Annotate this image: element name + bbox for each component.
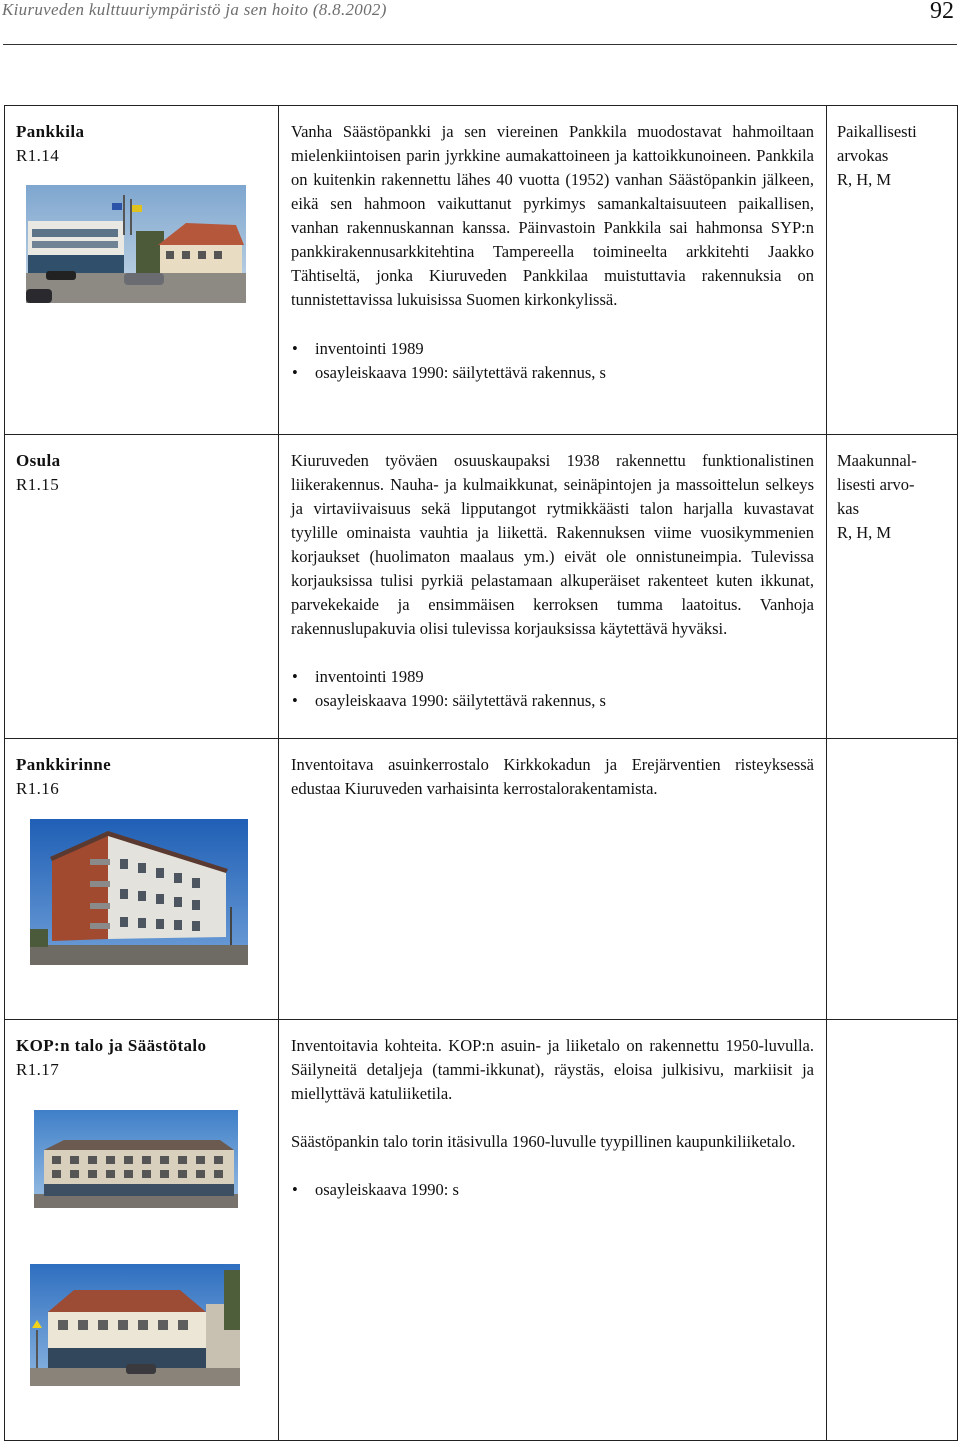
value-line: arvokas: [837, 146, 889, 165]
site-name-cell: [5, 1020, 279, 1441]
site-name: KOP:n talo ja Säästötalo: [16, 1036, 207, 1055]
site-code: R1.17: [16, 1060, 60, 1079]
value-cell: [827, 1020, 958, 1441]
value-cell: [827, 435, 958, 739]
header-rule: [3, 44, 957, 45]
list-item: • inventointi 1989: [291, 337, 814, 361]
site-name-cell: [5, 739, 279, 1020]
site-name-cell: [5, 106, 279, 435]
bullet-list: [291, 1178, 814, 1202]
value-line: lisesti arvo-: [837, 475, 915, 494]
list-item: • osayleiskaava 1990: s: [291, 1178, 814, 1202]
bullet-list: [291, 337, 814, 385]
page-number: 92: [930, 0, 954, 24]
description-cell: [279, 1020, 827, 1441]
list-item: • inventointi 1989: [291, 665, 814, 689]
table-row: [5, 106, 958, 435]
value-cell: [827, 106, 958, 435]
table-row: [5, 435, 958, 739]
photo-pankkirinne: [30, 819, 248, 965]
site-description: Vanha Säästöpankki ja sen viereinen Pankkila muodostavat hahmoiltaan mielenkiintoisen parin jyrkkine aumakattoineen ja kattoikkunoineen. Pankkila on kuitenkin rakennettu lähes 40 vuotta (1952) vanhan Säästöpankin jälkeen, eikä sen hahmoon vaikuttanut pyrkimys samankaltaisuuteen paikallisen, vanhan rakennuskannan kanssa. Päinvastoin Pankkila sai hahmonsa SYP:n pankkirakennusarkkitehtina Tampereella toimineelta arkkitehti Jaakko Tähtiseltä, jonka Kiuruveden Pankkilaa muistuttavia rakennuksia on tunnistettavissa lukuisissa Suomen kirkonkylissä.: [291, 122, 814, 309]
photo-kop-talo: [34, 1110, 238, 1208]
table-row: [5, 739, 958, 1020]
site-description: Kiuruveden työväen osuuskaupaksi 1938 rakennettu funktionalistinen liikerakennus. Nauha- ja kulmaikkunat, seinäpintojen ja massoittelun selkeys ja virtaviivaisuus sekä lipputangot rytmikkäästi talon harjalla kuvastavat tyylille ominaista vauhtia ja liikettä. Rakennuksen viime vuosikymmenien korjaukset (huolimaton maalaus ym.) eivät ole onnistuneimpia. Tulevissa korjauksissa tulisi pyrkiä pelastamaan alkuperäiset rakenteet kuten ikkunat, parvekekaide ja ensimmäisen kerroksen tumma laatoitus. Vanhoja rakennuslupakuvia olisi tulevissa korjauksissa käytettävä hyväksi.: [291, 451, 814, 638]
list-item: • osayleiskaava 1990: säilytettävä rakennus, s: [291, 361, 814, 385]
site-code: R1.14: [16, 146, 60, 165]
table-row: [5, 1020, 958, 1441]
description-cell: [279, 739, 827, 1020]
value-line: Maakunnal-: [837, 451, 917, 470]
site-code: R1.16: [16, 779, 60, 798]
value-line: Paikallisesti: [837, 122, 917, 141]
description-cell: [279, 435, 827, 739]
site-description: Inventoitavia kohteita. KOP:n asuin- ja liiketalo on rakennettu 1950-luvulla. Säilyneitä detaljeja (tammi-ikkunat), räystäs, eloisa julkisivu, markiisit ja miellyttävä katuliiketila.: [291, 1036, 814, 1103]
inventory-table: [4, 105, 958, 1441]
page-header: [0, 0, 960, 46]
site-description-secondary: Säästöpankin talo torin itäsivulla 1960-luvulle tyypillinen kaupunkiliiketalo.: [291, 1132, 796, 1151]
photo-saastotalo: [30, 1264, 240, 1386]
site-code: R1.15: [16, 475, 60, 494]
bullet-list: [291, 665, 814, 713]
list-item: • osayleiskaava 1990: säilytettävä rakennus, s: [291, 689, 814, 713]
value-line: R, H, M: [837, 170, 892, 189]
site-name: Osula: [16, 451, 61, 470]
description-cell: [279, 106, 827, 435]
value-cell: [827, 739, 958, 1020]
header-title: Kiuruveden kulttuuriympäristö ja sen hoito (8.8.2002): [2, 0, 387, 19]
photo-pankkila: [26, 185, 246, 303]
site-description: Inventoitava asuinkerrostalo Kirkkokadun ja Erejärventien risteyksessä edustaa Kiuruveden varhaisinta kerrostalorakentamista.: [291, 755, 814, 798]
site-name: Pankkirinne: [16, 755, 112, 774]
site-name: Pankkila: [16, 122, 85, 141]
site-name-cell: [5, 435, 279, 739]
value-line: kas: [837, 499, 859, 518]
value-line: R, H, M: [837, 523, 892, 542]
